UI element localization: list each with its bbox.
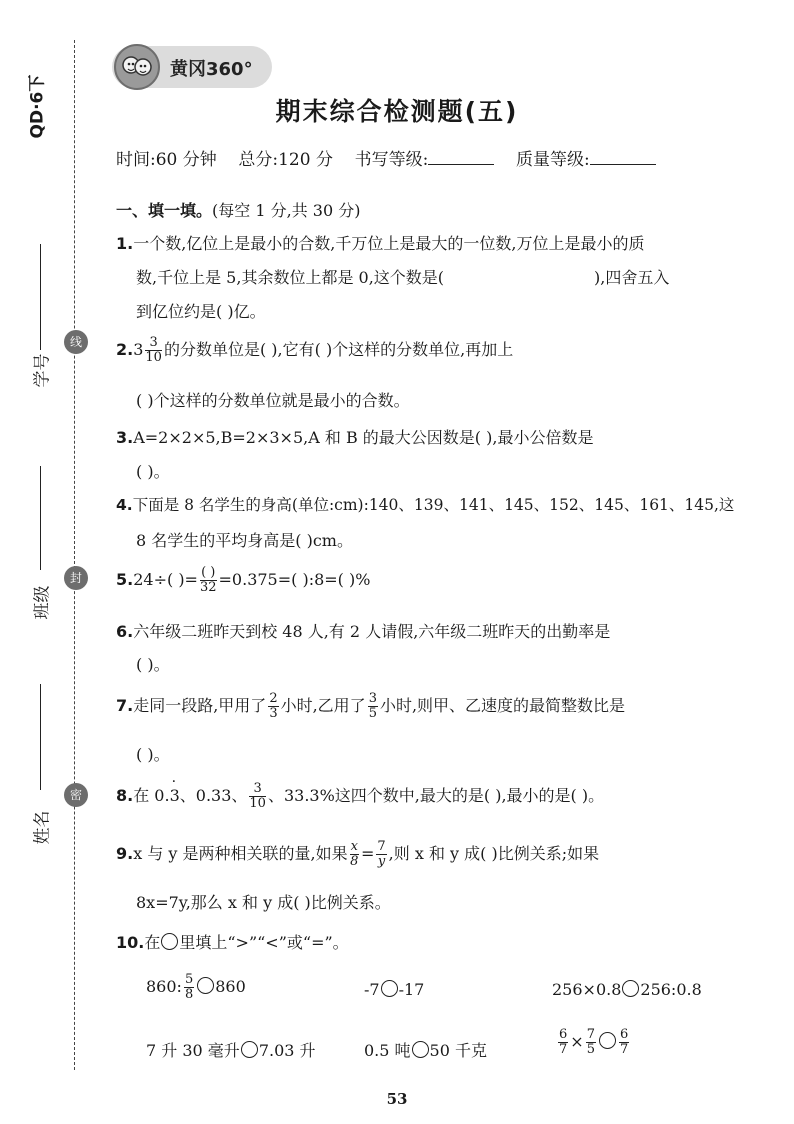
question-text: 六年级二班昨天到校 48 人,有 2 人请假,六年级二班昨天的出勤率是 — [133, 622, 611, 641]
comparison-1: 860: $\frac{5}{8}$ 860 — [146, 972, 246, 1002]
question-4 — [116, 493, 734, 515]
logo-text: 黄冈360° — [170, 59, 253, 80]
question-9 — [116, 840, 599, 869]
question-5 — [116, 566, 370, 595]
question-7-line-2: ( )。 — [136, 745, 170, 764]
question-2-line-2: ( )个这样的分数单位就是最小的合数。 — [136, 391, 410, 410]
fraction: $\frac{3}{10}$ — [249, 781, 266, 811]
question-text: 在 0. — [133, 786, 170, 805]
seal-mi: 密 — [64, 783, 88, 807]
question-1-line-3: 到亿位约是( )亿。 — [136, 302, 266, 321]
question-text: 、0.33、 — [179, 786, 248, 805]
answer-circle[interactable] — [197, 977, 214, 994]
fraction: $\frac{( )}{32}$ — [199, 565, 217, 595]
question-8 — [116, 782, 604, 811]
section-title: 一、填一填。 — [116, 201, 213, 220]
question-number: 7. — [116, 696, 134, 715]
question-number: 9. — [116, 844, 134, 863]
question-text: 里填上“>”“<”或“=”。 — [179, 933, 349, 952]
question-text: 、33.3%这四个数中,最大的是( ),最小的是( )。 — [267, 786, 605, 805]
seal-feng: 封 — [64, 566, 88, 590]
question-number: 6. — [116, 622, 134, 641]
question-7 — [116, 692, 625, 721]
question-text: 下面是 8 名学生的身高(单位:cm):140、139、141、145、152、145、161、145,这 — [132, 496, 735, 514]
comparison-4: 7 升 30 毫升 7.03 升 — [146, 1041, 316, 1060]
xingming-line — [40, 684, 41, 790]
answer-circle[interactable] — [241, 1041, 258, 1058]
banji-line — [40, 466, 41, 570]
question-text: 小时,乙用了 — [280, 696, 366, 715]
question-number: 8. — [116, 786, 134, 805]
question-1-line-2 — [136, 265, 669, 288]
label-xuehao: 学号 — [32, 353, 53, 388]
total-score: 总分:120 分 — [238, 150, 333, 170]
label-banji: 班级 — [32, 585, 53, 620]
question-6 — [116, 619, 610, 642]
question-2 — [116, 336, 513, 365]
label-xingming: 姓名 — [32, 810, 53, 845]
question-number: 2. — [116, 340, 134, 359]
page-title: 期末综合检测题(五) — [275, 97, 519, 126]
question-text: 小时,则甲、乙速度的最简整数比是 — [379, 696, 626, 715]
repeating-digit: 3 · — [170, 786, 180, 805]
question-10 — [116, 930, 349, 953]
answer-circle[interactable] — [599, 1032, 616, 1049]
question-text: x 与 y 是两种相关联的量,如果 — [133, 844, 348, 863]
quality-grade-label: 质量等级: — [515, 150, 590, 170]
question-6-line-2: ( )。 — [136, 655, 170, 674]
section-heading — [116, 198, 360, 221]
fraction: $\frac{3}{5}$ — [368, 691, 377, 721]
fraction: $\frac{7}{y}$ — [377, 839, 386, 869]
question-text: A=2×2×5,B=2×3×5,A 和 B 的最大公因数是( ),最小公倍数是 — [133, 428, 594, 447]
grade-code: QD·6下 — [27, 74, 48, 139]
blank-circle-icon — [161, 933, 178, 950]
question-4-line-2: 8 名学生的平均身高是( )cm。 — [136, 531, 353, 550]
question-number: 4. — [116, 496, 133, 514]
answer-circle[interactable] — [412, 1041, 429, 1058]
question-number: 1. — [116, 234, 134, 253]
equals-sign: = — [360, 844, 375, 863]
answer-circle[interactable] — [381, 980, 398, 997]
question-number: 10. — [116, 933, 145, 952]
logo-mascot-icon — [114, 44, 160, 90]
answer-circle[interactable] — [622, 980, 639, 997]
question-text: ),四舍五入 — [594, 268, 670, 287]
xuehao-line — [40, 244, 41, 350]
writing-grade-label: 书写等级: — [354, 150, 429, 170]
comparison-6: $\frac{6}{7}$ × $\frac{7}{5}$ $\frac{6}{7}$ — [559, 1027, 629, 1057]
comparison-2: -7 -17 — [364, 980, 425, 999]
question-number: 5. — [116, 570, 134, 589]
question-text: 的分数单位是( ),它有( )个这样的分数单位,再加上 — [163, 340, 514, 359]
fraction: $\frac{3}{10}$ — [145, 335, 162, 365]
question-text: 24÷( )= — [133, 570, 198, 589]
comparison-3: 256×0.8 256:0.8 — [552, 980, 702, 999]
time-limit: 时间:60 分钟 — [116, 150, 217, 170]
question-text: 在 — [144, 933, 161, 952]
page-number: 53 — [386, 1090, 408, 1108]
question-9-line-2: 8x=7y,那么 x 和 y 成( )比例关系。 — [136, 893, 391, 912]
binding-cut-line — [74, 40, 75, 1070]
question-1 — [116, 231, 644, 254]
seal-xian: 线 — [64, 330, 88, 354]
question-text: 走同一段路,甲用了 — [133, 696, 267, 715]
section-note: (每空 1 分,共 30 分) — [212, 201, 361, 220]
question-number: 3. — [116, 428, 134, 447]
writing-grade-blank[interactable] — [428, 148, 494, 165]
question-text: ,则 x 和 y 成( )比例关系;如果 — [388, 844, 600, 863]
comparison-5: 0.5 吨 50 千克 — [364, 1041, 487, 1060]
fraction: $\frac{x}{8}$ — [350, 839, 359, 869]
mixed-number-whole: 3 — [133, 340, 144, 359]
question-text: 数,千位上是 5,其余数位上都是 0,这个数是( — [136, 268, 445, 287]
exam-info — [116, 145, 656, 170]
quality-grade-blank[interactable] — [590, 148, 656, 165]
question-text: 一个数,亿位上是最小的合数,千万位上是最大的一位数,万位上是最小的质 — [133, 234, 645, 253]
question-text: =0.375=( ):8=( )% — [218, 570, 371, 589]
question-3-line-2: ( )。 — [136, 462, 170, 481]
question-3 — [116, 425, 593, 448]
fraction: $\frac{2}{3}$ — [269, 691, 278, 721]
